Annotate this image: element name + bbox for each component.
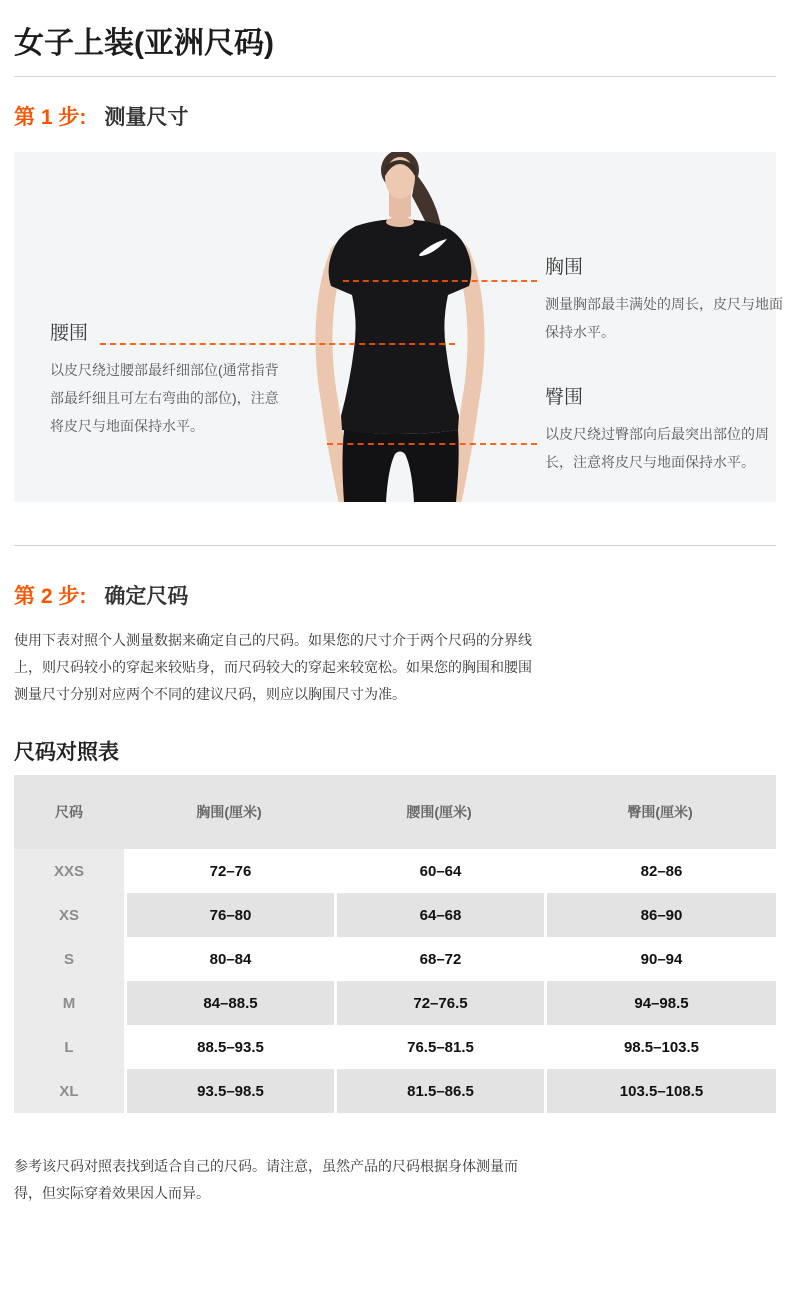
hip-cell: 103.5–108.5 <box>544 1069 776 1113</box>
size-cell: XS <box>14 893 124 937</box>
step2-label: 第 2 步: <box>14 585 87 608</box>
size-cell: S <box>14 937 124 981</box>
waist-annotation <box>50 320 290 440</box>
size-table-body <box>14 849 776 1113</box>
chest-label: 胸围 <box>545 257 584 278</box>
waist-cell: 64–68 <box>334 893 544 937</box>
header-hip: 臀围(厘米) <box>627 804 693 820</box>
step1-title: 测量尺寸 <box>104 106 189 129</box>
hip-cell: 98.5–103.5 <box>544 1025 776 1069</box>
table-row <box>14 1025 776 1069</box>
chest-cell: 84–88.5 <box>124 981 334 1025</box>
model-leggings <box>343 430 459 502</box>
step2-heading <box>14 582 776 611</box>
hip-cell: 86–90 <box>544 893 776 937</box>
hip-desc: 以皮尺绕过臀部向后最突出部位的周长，注意将皮尺与地面保持水平。 <box>545 426 769 470</box>
header-waist: 腰围(厘米) <box>406 804 472 820</box>
table-row <box>14 937 776 981</box>
waist-desc: 以皮尺绕过腰部最纤细部位(通常指背部最纤细且可左右弯曲的部位)，注意将皮尺与地面保持水平。 <box>50 362 279 434</box>
page-title: 女子上装(亚洲尺码) <box>14 27 274 60</box>
model-tshirt <box>329 219 472 434</box>
header-chest: 胸围(厘米) <box>196 804 262 820</box>
hip-label: 臀围 <box>545 387 584 408</box>
hip-annotation <box>545 384 785 476</box>
chest-cell: 72–76 <box>124 849 334 893</box>
header-size: 尺码 <box>55 804 83 820</box>
size-cell: XL <box>14 1069 124 1113</box>
step2-title: 确定尺码 <box>104 585 189 608</box>
hip-cell: 82–86 <box>544 849 776 893</box>
size-table-header <box>14 775 776 849</box>
hip-cell: 90–94 <box>544 937 776 981</box>
hip-cell: 94–98.5 <box>544 981 776 1025</box>
sizing-instructions: 使用下表对照个人测量数据来确定自己的尺码。如果您的尺寸介于两个尺码的分界线上，则尺码较小的穿起来较贴身，而尺码较大的穿起来较宽松。如果您的胸围和腰围测量尺寸分别对应两个不同的建议尺码，则应以胸围尺寸为准。 <box>14 632 532 702</box>
size-cell: L <box>14 1025 124 1069</box>
title-divider <box>14 76 776 77</box>
chest-annotation <box>545 254 785 346</box>
chest-cell: 80–84 <box>124 937 334 981</box>
table-row <box>14 893 776 937</box>
chest-desc: 测量胸部最丰满处的周长，皮尺与地面保持水平。 <box>545 296 783 340</box>
section-divider <box>14 545 776 546</box>
table-row <box>14 849 776 893</box>
table-row <box>14 1069 776 1113</box>
table-row <box>14 981 776 1025</box>
measurement-figure <box>14 152 783 502</box>
chest-cell: 93.5–98.5 <box>124 1069 334 1113</box>
chest-cell: 76–80 <box>124 893 334 937</box>
size-table <box>14 775 776 1113</box>
size-cell: XXS <box>14 849 124 893</box>
step1-label: 第 1 步: <box>14 106 87 129</box>
chest-cell: 88.5–93.5 <box>124 1025 334 1069</box>
waist-cell: 68–72 <box>334 937 544 981</box>
waist-cell: 81.5–86.5 <box>334 1069 544 1113</box>
size-table-title: 尺码对照表 <box>14 741 119 764</box>
chest-measure-line <box>343 280 537 282</box>
footnote: 参考该尺码对照表找到适合自己的尺码。请注意，虽然产品的尺码根据身体测量而得，但实际穿着效果因人而异。 <box>14 1158 518 1201</box>
waist-cell: 72–76.5 <box>334 981 544 1025</box>
waist-cell: 76.5–81.5 <box>334 1025 544 1069</box>
step1-heading <box>14 103 776 132</box>
model-collar <box>386 217 414 227</box>
hip-measure-line <box>327 443 537 445</box>
waist-label: 腰围 <box>50 323 89 344</box>
size-cell: M <box>14 981 124 1025</box>
waist-cell: 60–64 <box>334 849 544 893</box>
